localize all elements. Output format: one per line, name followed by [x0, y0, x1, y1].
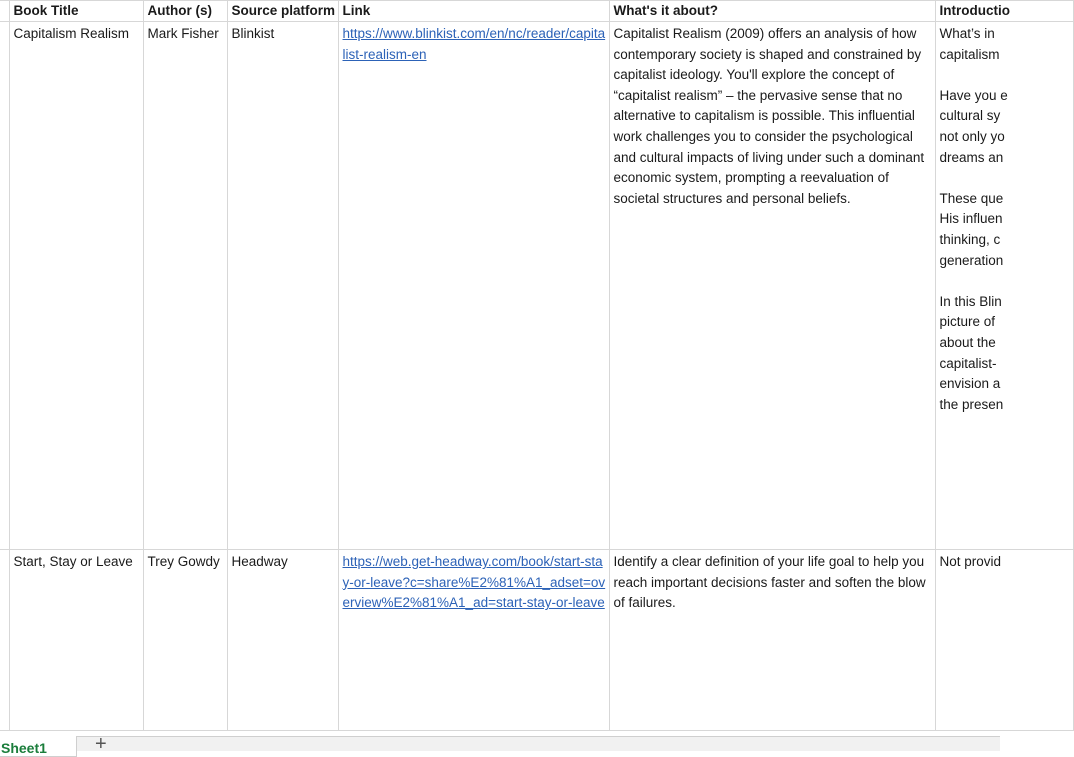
cell-book-title[interactable]: Start, Stay or Leave: [9, 550, 143, 731]
sheet-tab-label: Sheet1: [1, 740, 47, 756]
cell-book-title[interactable]: Capitalism Realism: [9, 22, 143, 550]
table-row: [0, 22, 1073, 550]
sheet-tab-bar: [0, 733, 1000, 756]
cell-introduction[interactable]: Not provid: [935, 550, 1073, 731]
intro-paragraph: In this Blin picture of about the capitalist- envision a the presen: [939, 293, 1004, 412]
column-header-author[interactable]: Author (s): [143, 1, 227, 22]
column-header-link[interactable]: Link: [338, 1, 609, 22]
cell-source-platform[interactable]: Headway: [227, 550, 338, 731]
cell-introduction[interactable]: [935, 22, 1073, 550]
cell-about[interactable]: Capitalist Realism (2009) offers an analysis of how contemporary society is shaped and constrained by capitalist ideology. You'll explore the concept of “capitalist realism” – the pervasive sense that no alternative to capitalism is possible. This influential work challenges you to consider the psychological and cultural impacts of living under such a dominant economic system, prompting a reevaluation of societal structures and personal beliefs.: [609, 22, 935, 550]
cell-author[interactable]: Mark Fisher: [143, 22, 227, 550]
cell-link[interactable]: [338, 22, 609, 550]
sheet-tab[interactable]: [0, 736, 77, 757]
cell-author[interactable]: Trey Gowdy: [143, 550, 227, 731]
cell-about[interactable]: Identify a clear definition of your life goal to help you reach important decisions faster and soften the blow of failures.: [609, 550, 935, 731]
table-row: [0, 550, 1073, 731]
cell-source-platform[interactable]: Blinkist: [227, 22, 338, 550]
column-header-source-platform[interactable]: Source platform: [227, 1, 338, 22]
plus-icon: +: [95, 733, 107, 755]
column-header-book-title[interactable]: Book Title: [9, 1, 143, 22]
book-link[interactable]: https://web.get-headway.com/book/start-stay-or-leave?c=share%E2%81%A1_adset=overview%E2%81%A1_ad=start-stay-or-leave: [342, 554, 606, 611]
intro-paragraph: These que His influen thinking, c generation: [939, 190, 1004, 268]
add-sheet-button[interactable]: [87, 733, 123, 756]
header-row: [0, 1, 1073, 22]
book-link[interactable]: https://www.blinkist.com/en/nc/reader/capitalist-realism-en: [342, 26, 606, 62]
column-header-about[interactable]: What's it about?: [609, 1, 935, 22]
intro-paragraph: Have you e cultural sy not only yo dreams an: [939, 87, 1008, 165]
intro-paragraph: What’s in capitalism: [939, 26, 1000, 62]
cell-link[interactable]: [338, 550, 609, 731]
column-header-introduction[interactable]: Introductio: [935, 1, 1073, 22]
